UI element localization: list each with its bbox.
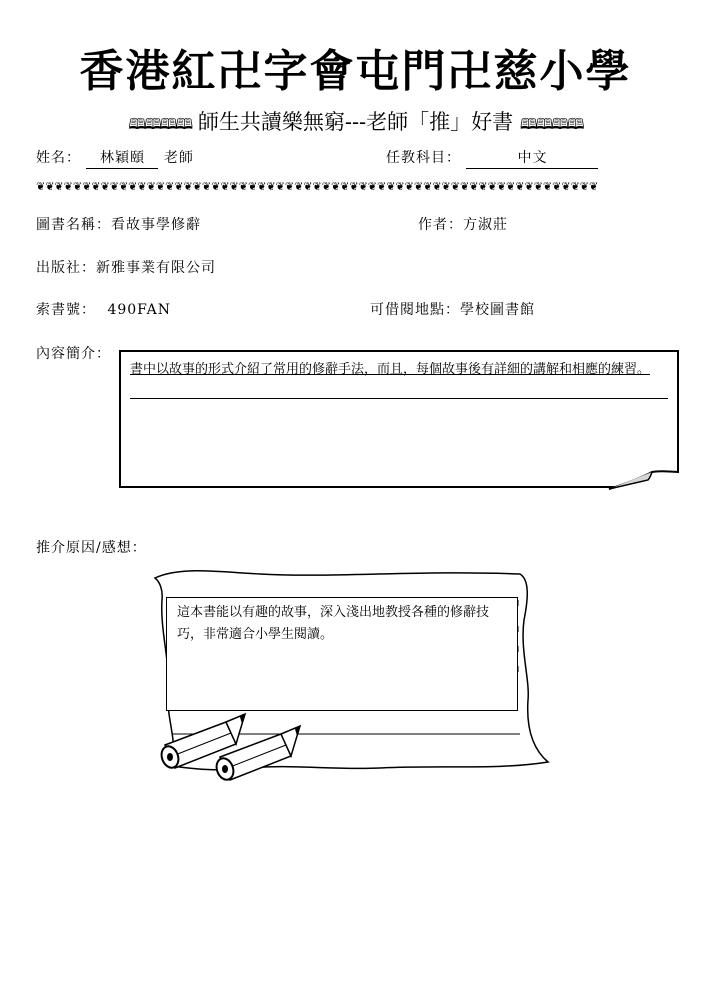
open-book-icon: 🕮🕮🕮🕮 [519,115,583,133]
author-value: 方淑莊 [463,217,508,233]
summary-label: 內容簡介： [36,346,111,362]
teacher-suffix: 老師 [163,150,194,166]
subject-label: 任教科目： [386,150,461,166]
call-number-label: 索書號： [36,302,96,318]
teacher-label: 姓名： [36,150,81,166]
book-title-label: 圖書名稱： [36,217,111,233]
subject-value: 中文 [466,148,598,169]
decorative-divider: ❦❦❦❦❦❦❦❦❦❦❦❦❦❦❦❦❦❦❦❦❦❦❦❦❦❦❦❦❦❦❦❦❦❦❦❦❦❦❦❦❦❦❦❦❦❦❦❦❦❦❦❦❦❦❦❦❦❦❦❦❦ [36,180,599,193]
open-book-icon: 🕮🕮🕮🕮 [128,115,192,133]
location-label: 可借閱地點： [370,302,460,318]
location-value: 學校圖書館 [460,302,535,318]
subtitle-text: 師生共讀樂無窮---老師「推」好書 [197,110,514,134]
publisher-label: 出版社： [36,260,96,276]
summary-text: 書中以故事的形式介紹了常用的修辭手法，而且，每個故事後有詳細的講解和相應的練習。 [130,361,651,376]
teacher-name: 林穎頤 [86,148,158,169]
call-number-value: 490FAN [107,302,172,318]
publisher-value: 新雅事業有限公司 [96,260,216,276]
author-label: 作者： [418,217,463,233]
reason-label: 推介原因/感想： [36,540,147,556]
book-title-value: 看故事學修辭 [111,217,201,233]
reason-text: 這本書能以有趣的故事，深入淺出地教授各種的修辭技巧，非常適合小學生閱讀。 [177,604,490,641]
school-name: 香港紅卍字會屯門卍慈小學 [79,46,632,97]
